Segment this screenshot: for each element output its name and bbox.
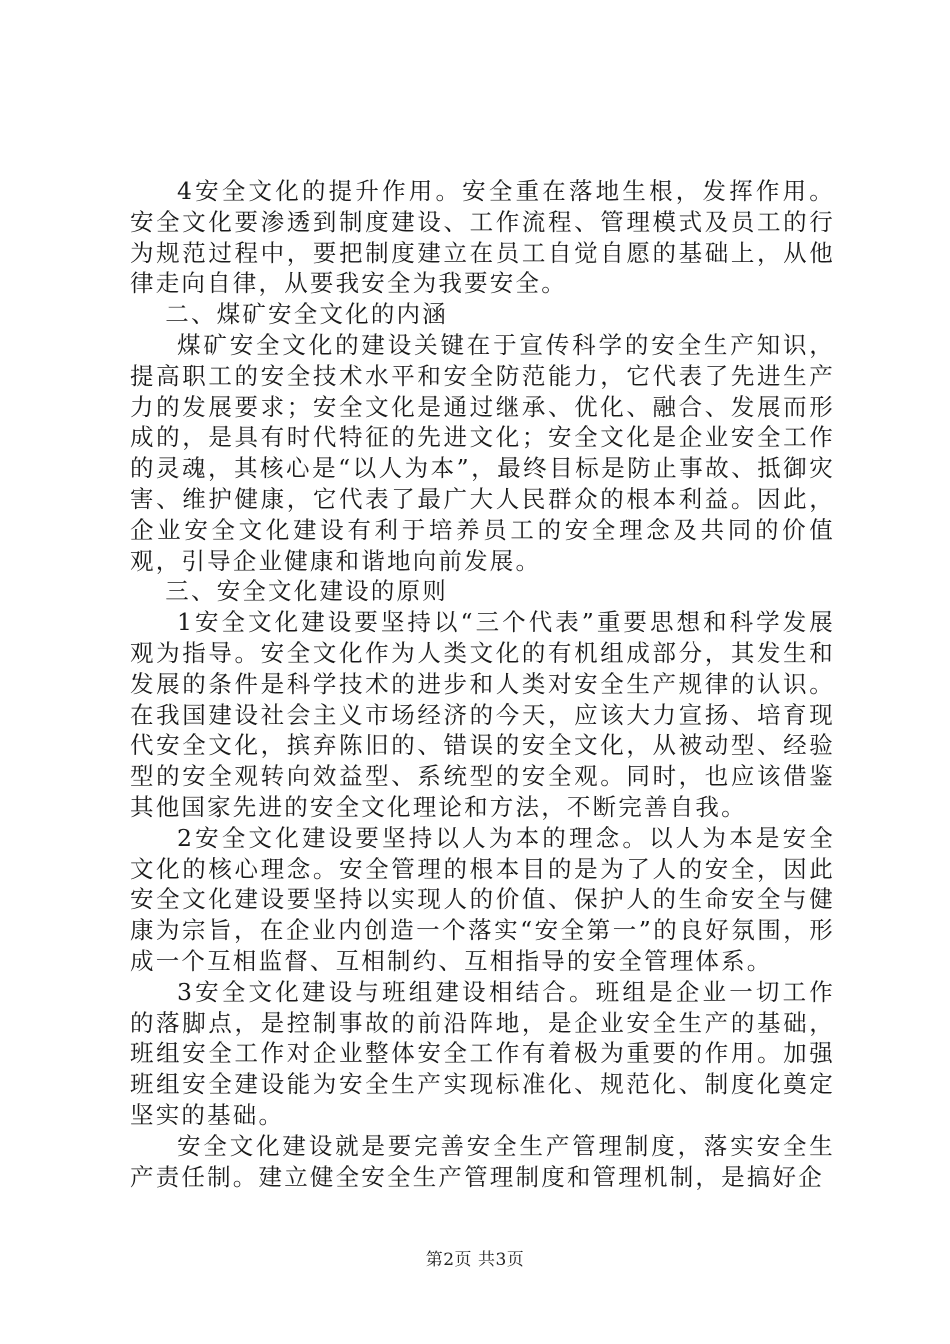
page-number-footer: 第2页 共3页	[425, 1250, 525, 1270]
section-heading-principles: 三、安全文化建设的原则	[165, 577, 448, 606]
paragraph-safety-culture-uplift: 4安全文化的提升作用。安全重在落地生根，发挥作用。安全文化要渗透到制度建设、工作流程、管理模式及员工的行为规范过程中，要把制度建立在员工自觉自愿的基础上，从他律走向自律，从要我安全为我要安全。	[130, 177, 835, 298]
section-heading-connotation: 二、煤矿安全文化的内涵	[165, 300, 448, 329]
document-body	[130, 176, 835, 1192]
paragraph-principle-1: 1安全文化建设要坚持以“三个代表”重要思想和科学发展观为指导。安全文化作为人类文化的有机组成部分，其发生和发展的条件是科学技术的进步和人类对安全生产规律的认识。在我国建设社会主义市场经济的今天，应该大力宣扬、培育现代安全文化，摈弃陈旧的、错误的安全文化，从被动型、经验型的安全观转向效益型、系统型的安全观。同时，也应该借鉴其他国家先进的安全文化理论和方法，不断完善自我。	[130, 608, 835, 821]
paragraph-principle-2: 2安全文化建设要坚持以人为本的理念。以人为本是安全文化的核心理念。安全管理的根本目的是为了人的安全，因此安全文化建设要坚持以实现人的价值、保护人的生命安全与健康为宗旨，在企业内创造一个落实“安全第一”的良好氛围，形成一个互相监督、互相制约、互相指导的安全管理体系。	[130, 823, 835, 975]
paragraph-connotation: 煤矿安全文化的建设关键在于宣传科学的安全生产知识，提高职工的安全技术水平和安全防范能力，它代表了先进生产力的发展要求；安全文化是通过继承、优化、融合、发展而形成的，是具有时代特征的先进文化；安全文化是企业安全工作的灵魂，其核心是“以人为本”，最终目标是防止事故、抵御灾害、维护健康，它代表了最广大人民群众的根本利益。因此，企业安全文化建设有利于培养员工的安全理念及共同的价值观，引导企业健康和谐地向前发展。	[130, 330, 835, 575]
paragraph-management-system: 安全文化建设就是要完善安全生产管理制度，落实安全生产责任制。建立健全安全生产管理制度和管理机制，是搞好企	[130, 1131, 835, 1191]
paragraph-principle-3: 3安全文化建设与班组建设相结合。班组是企业一切工作的落脚点，是控制事故的前沿阵地，是企业安全生产的基础，班组安全工作对企业整体安全工作有着极为重要的作用。加强班组安全建设能为安全生产实现标准化、规范化、制度化奠定坚实的基础。	[130, 977, 835, 1129]
